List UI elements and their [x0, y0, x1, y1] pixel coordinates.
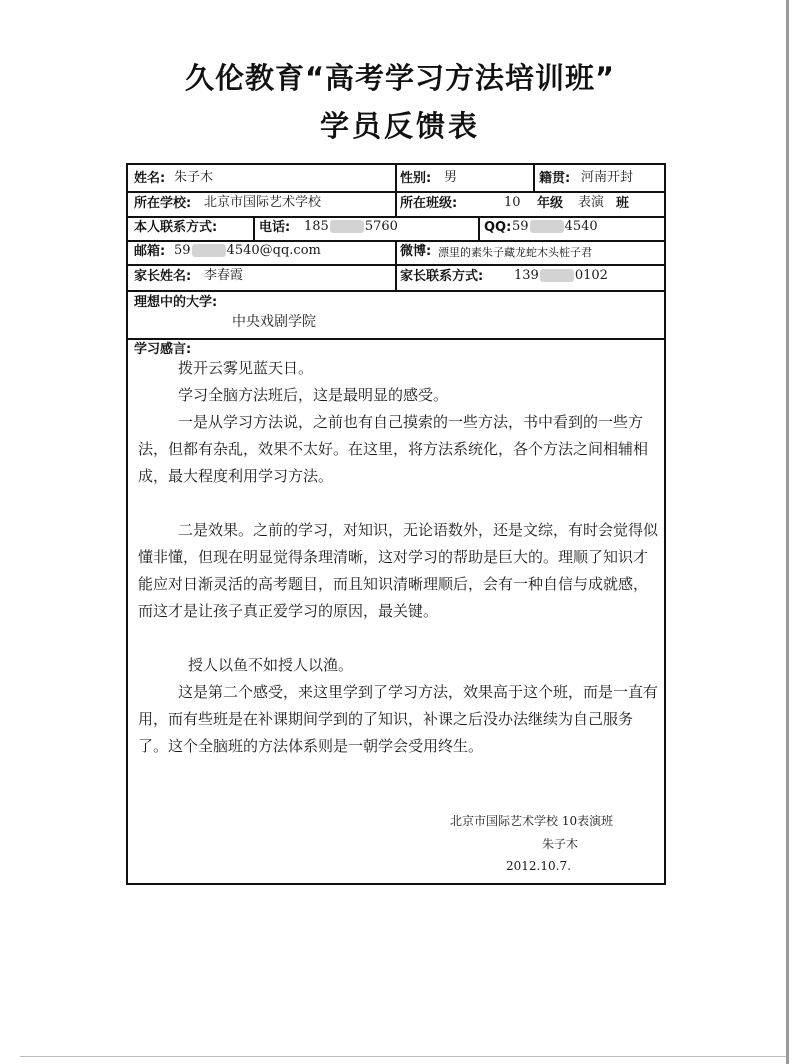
parent-contact-value — [514, 268, 608, 284]
col-divider — [395, 191, 397, 216]
class-label: 所在班级: — [400, 196, 458, 211]
col-divider — [478, 216, 480, 240]
signature-school: 北京市国际艺术学校 10表演班 — [450, 814, 614, 828]
qq-label: QQ: — [484, 220, 512, 235]
email-prefix: 59 — [174, 243, 191, 258]
parent-contact-prefix: 139 — [514, 268, 539, 283]
weibo-label: 微博: — [400, 244, 432, 259]
row-divider — [128, 216, 664, 218]
class-grade: 10 — [504, 195, 521, 210]
class-suffix: 班 — [616, 196, 630, 211]
qq-value — [512, 219, 598, 235]
redaction-blur — [540, 269, 574, 282]
email-suffix: 4540@qq.com — [226, 243, 321, 258]
feedback-paragraph: 学习全脑方法班后，这是最明显的感受。 — [178, 386, 449, 404]
email-label: 邮箱: — [134, 244, 166, 259]
col-divider — [253, 216, 255, 240]
name-value: 朱子木 — [174, 170, 214, 185]
origin-label: 籍贯: — [539, 171, 571, 186]
form-title: 久伦教育“高考学习方法培训班” — [184, 61, 616, 95]
origin-value: 河南开封 — [581, 170, 634, 185]
feedback-label: 学习感言: — [134, 342, 192, 357]
scan-edge-bottom — [20, 1056, 786, 1057]
feedback-form — [126, 163, 666, 885]
parent-contact-suffix: 0102 — [574, 268, 608, 283]
redaction-blur — [530, 220, 564, 233]
parent-contact-label: 家长联系方式: — [400, 269, 484, 284]
col-divider — [395, 165, 397, 191]
feedback-paragraph: 授人以鱼不如授人以渔。 — [188, 656, 354, 674]
row-divider — [128, 290, 664, 292]
phone-label: 电话: — [259, 220, 291, 235]
signature-name: 朱子木 — [542, 837, 579, 851]
class-name: 表演 — [578, 195, 605, 210]
weibo-value: 漂里的素朱子藏龙蛇木头桩子君 — [438, 246, 592, 259]
email-value — [174, 243, 321, 259]
phone-prefix: 185 — [304, 219, 329, 234]
feedback-body — [138, 355, 658, 795]
scan-edge — [786, 0, 789, 1064]
school-value: 北京市国际艺术学校 — [204, 195, 322, 210]
qq-suffix: 4540 — [564, 219, 598, 234]
row-divider — [128, 338, 664, 340]
contact-label: 本人联系方式: — [134, 220, 218, 235]
redaction-blur — [192, 244, 226, 257]
parent-name-label: 家长姓名: — [134, 269, 192, 284]
col-divider — [395, 264, 397, 290]
feedback-paragraph: 这是第二个感受，来这里学到了学习方法，效果高于这个班，而是一直有用，而有些班是在补课期间学到的了知识，补课之后没办法继续为自己服务了。这个全脑班的方法体系则是一朝学会受用终生。 — [138, 683, 659, 755]
school-label: 所在学校: — [134, 196, 192, 211]
parent-name-value: 李春霞 — [204, 268, 244, 283]
redaction-blur — [330, 220, 364, 233]
feedback-paragraph: 一是从学习方法说，之前也有自己摸索的一些方法，书中看到的一些方法，但都有杂乱，效果不太好。在这里，将方法系统化，各个方法之间相辅相成，最大程度利用学习方法。 — [138, 413, 649, 485]
university-value: 中央戏剧学院 — [232, 314, 316, 330]
university-label: 理想中的大学: — [134, 295, 218, 310]
phone-value — [304, 219, 398, 235]
signature-date: 2012.10.7. — [506, 859, 571, 873]
feedback-paragraph: 拨开云雾见蓝天日。 — [178, 359, 314, 377]
gender-label: 性别: — [400, 171, 432, 186]
name-label: 姓名: — [134, 171, 166, 186]
phone-suffix: 5760 — [364, 219, 398, 234]
col-divider — [395, 240, 397, 264]
col-divider — [533, 165, 535, 191]
qq-prefix: 59 — [512, 219, 529, 234]
gender-value: 男 — [444, 170, 458, 185]
grade-label: 年级 — [537, 196, 564, 211]
feedback-paragraph: 二是效果。之前的学习，对知识，无论语数外，还是文综，有时会觉得似懂非懂，但现在明显觉得条理清晰，这对学习的帮助是巨大的。理顺了知识才能应对日渐灵活的高考题目，而且知识清晰理顺后，会有一种自信与成就感，而这才是让孩子真正爱学习的原因，最关键。 — [138, 521, 659, 620]
form-subtitle: 学员反馈表 — [319, 109, 480, 143]
